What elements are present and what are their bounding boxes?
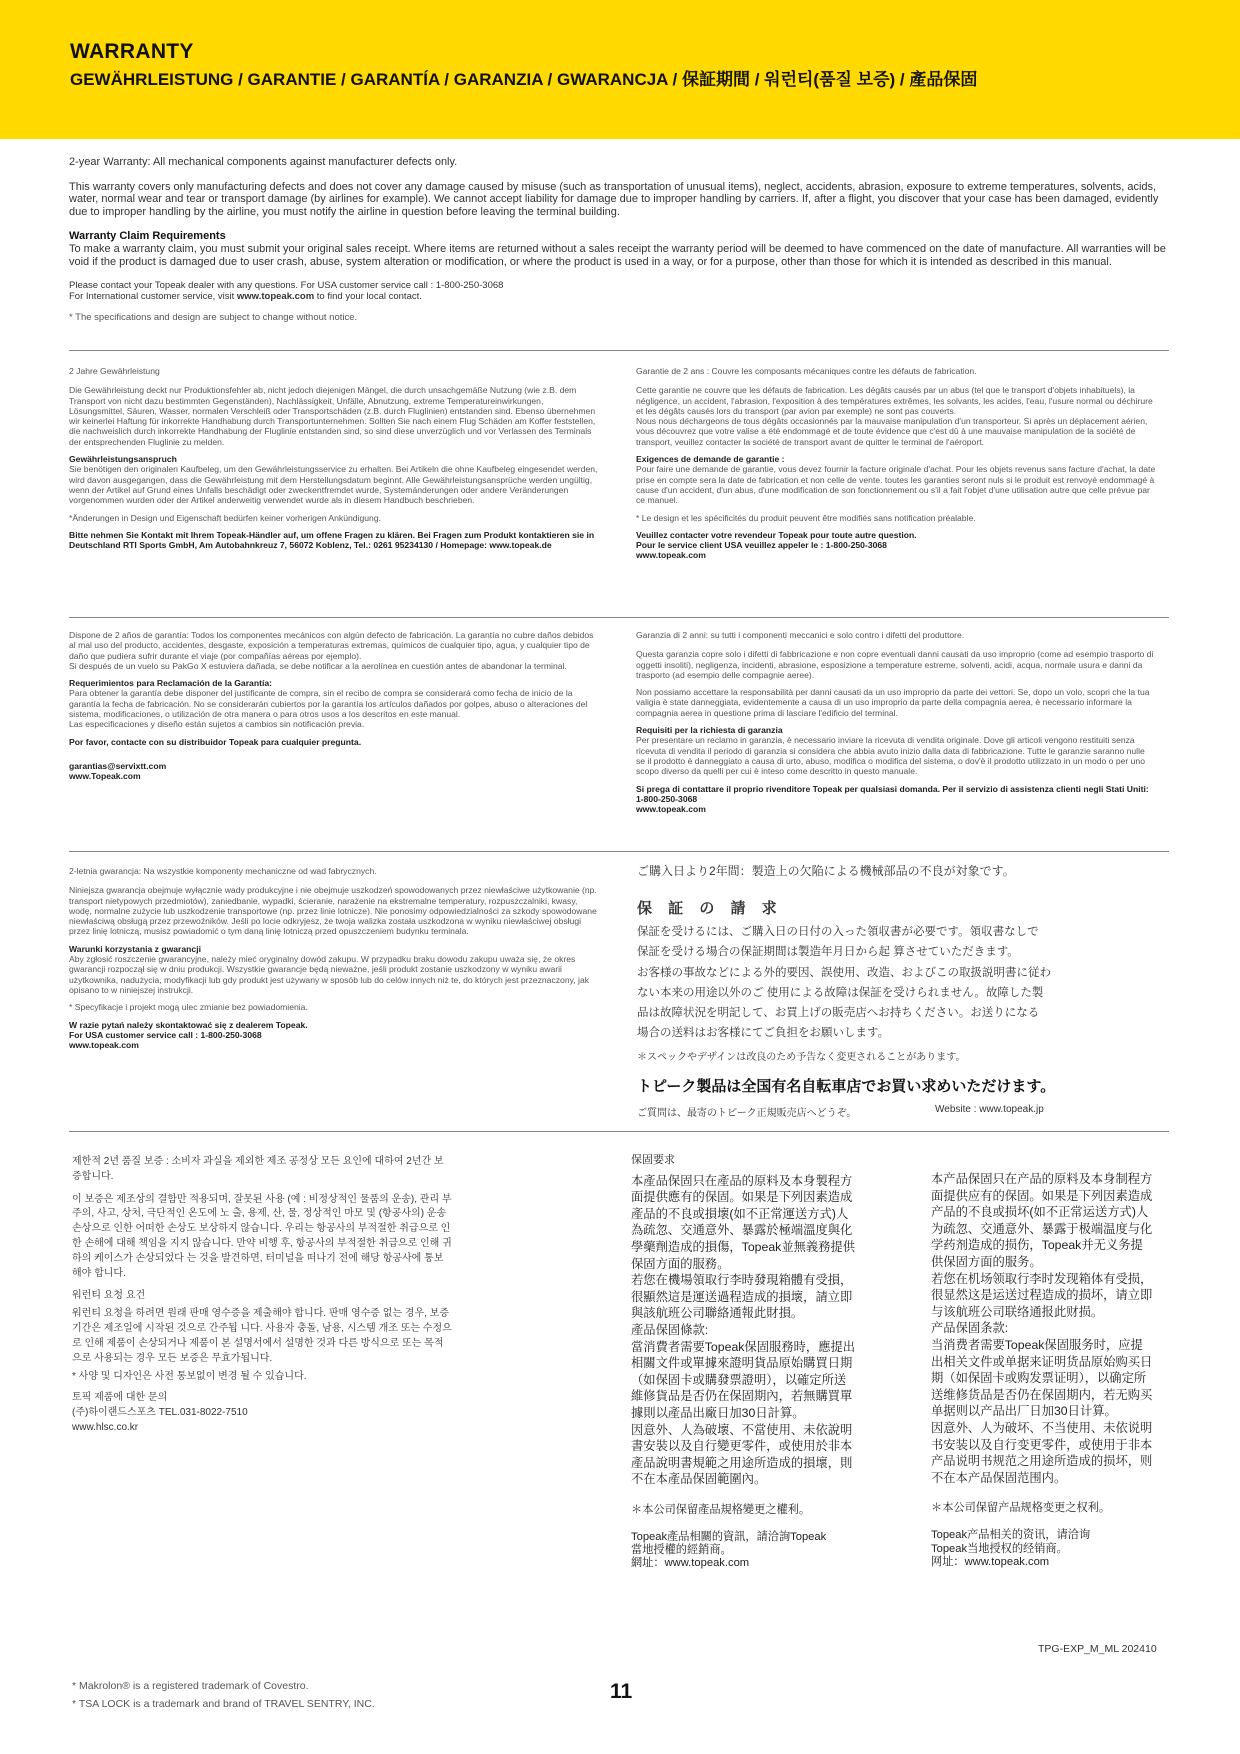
ko-claim-heading: 워런티 요청 요건 (72, 1290, 146, 1302)
it-body: Questa garanzia copre solo i difetti di fabbricazione e non copre eventuali danni causati da uso improprio (come ad esempio trasporto di oggetti insoliti), negligenza, incidenti, abrasione, esposizione a temperature estreme, solventi, acidi, acqua, normale usura e danni da trasporto (ad esempio delle compagnie aeree). (636, 649, 1154, 680)
zh-cn-contact-2: Topeak当地授权的经销商。 (931, 1542, 1068, 1555)
spanish-section (69, 630, 599, 782)
de-note: *Änderungen in Design und Eigenschaft bedürfen keiner vorherigen Ankündigung. (69, 512, 381, 523)
ko-title: 제한적 2년 품질 보증 : 소비자 과실을 제외한 제조 공정상 모든 요인에 대하여 2년간 보증합니다. (72, 1156, 444, 1182)
ko-claim-body: 워런티 요청을 하려면 원래 판매 영수증을 제출해야 합니다. 판매 영수증 없는 경우, 보증 기간은 제조일에 시작된 것으로 간주됩 니다. 사용자 충돌, 남용, 시스템 개조 또는 수정으로 인해 제품이 손상되거나 제품이 본 설명서에서 설명한 것과 다른 방식으로 또는 목적으로 사용되는 경우 모든 보증은 무효가됩니다. (72, 1308, 452, 1364)
en-note: * The specifications and design are subject to change without notice. (69, 312, 358, 324)
pl-claim-body: Aby zgłosić roszczenie gwarancyjne, należy mieć oryginalny dowód zakupu. W przypadku braku dowodu zakupu uważa się, że okres gwarancji rozpoczął się w dniu produkcji. Wszystkie gwarancje będą nieważne, jeśli produkt zostanie uszkodzony w wyniku awarii użytkownika, nadużycia, modyfikacji lub gdy produkt jest używany w sposób lub do celów innych niż te, do których jest przeznaczony, jak opisano to w niniejszej instrukcji. (69, 954, 590, 995)
jp-intro: ご購入日より2年間：製造上の欠陥による機械部品の不良が対象です。 (637, 864, 1015, 878)
trademark-tsa: * TSA LOCK is a trademark and brand of TRAVEL SENTRY, INC. (72, 1698, 375, 1710)
header-banner (0, 0, 1240, 139)
fr-contact: Veuillez contacter votre revendeur Topeak pour toute autre question. Pour le service client USA veuillez appeler le : 1-800-250-3068 www.topeak.com (636, 529, 917, 561)
page-number: 11 (610, 1680, 633, 1703)
fr-claim-heading: Exigences de demande de garantie : (636, 454, 785, 465)
pl-body: Niniejsza gwarancja obejmuje wyłącznie wady produkcyjne i nie obejmuje uszkodzeń spowodowanych przez niewłaściwe użytkowanie (np. transport nietypowych przedmiotów), zaniedbanie, wypadki, ścieranie, narażenie na ekstremalne temperatury, rozpuszczalniki, kwasy, wodę, normalne zużycie lub uszkodzenie transportowe (np. przez linie lotnicze). Nie ponosimy odpowiedzialności za szkody spowodowane niewłaściwą obsługą przez przewoźników. Jeśli po locie odkryjesz, że twoja walizka została uszkodzona w wyniku niewłaściwej obsługi przez linię lotniczą, musisz powiadomić o tym daną linię lotniczą przed opuszczeniem budynku terminala. (69, 885, 597, 937)
korean-section (72, 1155, 452, 1436)
zh-cn-contact-1: Topeak产品相关的资讯，请洽询 (931, 1529, 1091, 1542)
es-claim-heading: Requerimientos para Reclamación de la Garantía: (69, 678, 272, 689)
es-body: Dispone de 2 años de garantía: Todos los componentes mecánicos con algún defecto de fabricación. La garantía no cubre daños debidos al mal uso del producto, accidentes, desgaste, exposición a temperaturas extremas, químicos de cualquier tipo, agua, y cualquier tipo de daño que pudiera sufrir durante el viaje (por compañías aéreas por ejemplo). (69, 630, 594, 661)
page-title: WARRANTY (70, 40, 194, 63)
fr-title: Garantie de 2 ans : Couvre les composants mécaniques contre les défauts de fabrication. (636, 366, 977, 376)
zh-tw-note: ＊本公司保留產品規格變更之權利。 (631, 1503, 811, 1516)
page-subtitle: GEWÄHRLEISTUNG / GARANTIE / GARANTÍA / GARANZIA / GWARANCJA / 保証期間 / 워런티(품질 보증) / 產品保固 (70, 70, 978, 89)
fr-body: Cette garantie ne couvre que les défauts de fabrication. Les dégâts causés par un abus (tel que le transport d'objets inhabituels), la négligence, un accident, l'abrasion, l'exposition à des températures extrêmes, les solvants, les acides, l'eau, l'usure normal ou déchirure et les dégâts causés lors du transport (par avion par exemple) ne sont pas couverts. (636, 385, 1153, 416)
it-body-2: Non possiamo accettare la responsabilità per danni causati da un uso improprio da parte dei vettori. Se, dopo un volo, scopri che la tua valigia è state danneggiata, evidentemente a causa di un uso improprio da parte della compagnia aerea, è necessario informare la compagnia aerea in questione prima di lasciare l'edificio del terminal. (636, 687, 1150, 718)
en-intro: 2-year Warranty: All mechanical components against manufacturer defects only. (69, 156, 458, 168)
es-email[interactable]: garantias@servixtt.com (69, 760, 167, 771)
pl-note: * Specyfikacje i projekt mogą ulec zmianie bez powiadomienia. (69, 1002, 308, 1013)
german-section (69, 366, 599, 550)
jp-contact-row (637, 1104, 1107, 1118)
de-body: Die Gewährleistung deckt nur Produktionsfehler ab, nicht jedoch diejenigen Mängel, die durch unsachgemäße Nutzung (wie z.B. dem Transport von nicht dazu bestimmten Gegenständen), Nachlässigkeit, Unfälle, Abnutzung, extreme Temperatureinwirkungen, Lösungsmittel, Säuren, Wasser, normalen Verschleiß oder Transportschäden (z.B. durch Fluglinien) entstanden sind. Ebenso übernehmen wir keinerlei Haftung für inkorrekte Handhabung durch Transportunternehmen. Sollten Sie nach einem Flug Schäden am Koffer feststellen, die nachweislich durch inkorrekte Handhabung der Fluglinie entstanden sind, so sind diese unverzüglich und vor Verlassen des Terminals der entsprechenden Fluglinie zu melden. (69, 385, 596, 447)
es-contact: Por favor, contacte con su distribuidor Topeak para cualquier pregunta. (69, 736, 362, 747)
ko-body: 이 보증은 제조상의 결함만 적용되며, 잘못된 사용 (예 : 비정상적인 물품의 운송), 관리 부주의, 사고, 상처, 극단적인 온도에 노 출, 용제, 산, 물, 정상적인 마모 및 (항공사의) 운송 손상으로 인한 어떠한 손상도 보상하지 않습니다. 우리는 항공사의 부적절한 취급으로 인한 손해에 대해 책임을 지지 않습니다. 만약 비행 후, 항공사의 부적절한 취급으로 인해 귀하의 케이스가 손상되었다 는 것을 발견하면, 터미널을 떠나기 전에 해당 항공사에 통보해야 합니다. (72, 1193, 452, 1279)
ko-contact-1: 토픽 제품에 대한 문의 (72, 1392, 168, 1404)
jp-body: 保証を受けるには、ご購入日の日付の入った領収書が必要です。領収書なしで 保証を受ける場合の保証期間は製造年月日から起 算させていただきます。 お客様の事故などによる外的要因、誤使用、改造、およびこの取扱説明書に従わ ない本来の用途以外のご 使用による故障は保証を受けられません。故障した製 品は故障状況を明記して、お買上げの販売店へお持ちください。お送りになる 場合の送料はお客様にてご負担をお願いします。 (637, 926, 1051, 1040)
de-claim-body: Sie benötigen den originalen Kaufbeleg, um den Gewährleistungsservice zu erhalten. Bei Artikeln die ohne Kaufbeleg eingesendet werden, wird davon ausgegangen, dass die Gewährleistung mit dem Herstellungsdatum beginnt. Alle Gewährleistungsansprüche werden ungültig, wenn der Artikel auf Grund eines Unfalls beschädigt oder zweckentfremdet wurde, Systemänderungen oder andere Veränderungen vorgenommen wurden oder der Artikel anderweitig verwendet wurde als in diesem Handbuch beschrieben. (69, 464, 598, 506)
en-claim-body: To make a warranty claim, you must submit your original sales receipt. Where items are returned without a sales receipt the warranty period will be deemed to have commenced on the date of manufacture. All warranties will be void if the product is damaged due to user crash, abuse, system alteration or modification, or where the product is used in a way, or for a purpose, other than those for which it is intended as described in this manual. (69, 242, 1166, 268)
ko-note: * 사양 및 디자인은 사전 통보없이 변경 될 수 있습니다. (72, 1371, 307, 1383)
english-section (69, 156, 1169, 323)
it-contact: Si prega di contattare il proprio rivenditore Topeak per qualsiasi domanda. Per il servizio di assistenza clienti negli Stati Uniti: 1-800-250-3068 www.topeak.com (636, 783, 1149, 815)
it-claim-heading: Requisiti per la richiesta di garanzia (636, 725, 783, 736)
de-title: 2 Jahre Gewährleistung (69, 366, 160, 376)
fr-note: * Le design et les spécificités du produit peuvent être modifiés sans notification préalable. (636, 512, 976, 523)
chinese-traditional-section (631, 1152, 891, 1571)
chinese-simplified-section (931, 1171, 1191, 1569)
french-section (636, 366, 1156, 561)
pl-claim-heading: Warunki korzystania z gwarancji (69, 943, 201, 954)
es-web[interactable]: www.Topeak.com (69, 771, 141, 782)
polish-section (69, 866, 599, 1050)
jp-note: ＊スペックやデザインは改良のため予告なく変更されることがあります。 (637, 1051, 966, 1063)
zh-tw-contact-2: 當地授權的經銷商。 (631, 1544, 732, 1557)
document-code: TPG-EXP_M_ML 202410 (1038, 1643, 1157, 1655)
en-claim-heading: Warranty Claim Requirements (69, 230, 226, 243)
zh-cn-contact-3[interactable]: 网址：www.topeak.com (931, 1555, 1050, 1568)
es-claim-body: Para obtener la garantía debe disponer del justificante de compra, sin el recibo de compra se considerará como fecha de inicio de la garantía la fecha de fabricación. No se considerarán cubiertos por la garantía los artículos dañados por golpes, abuso o alteraciones del sistema, modificaciones, o utilización de otra manera o para otros usos a los descritos en este manual. (69, 688, 588, 720)
zh-tw-heading: 保固要求 (631, 1154, 675, 1166)
pl-contact: W razie pytań należy skontaktować się z dealerem Topeak. For USA customer service call : 1-800-250-3068 www.topeak.com (69, 1019, 308, 1051)
de-claim-heading: Gewährleistungsanspruch (69, 454, 177, 465)
divider (69, 350, 1169, 351)
es-note: Las especificaciones y diseño están sujetos a cambios sin notificación previa. (69, 719, 365, 730)
zh-tw-body: 本產品保固只在產品的原料及本身製程方 面提供應有的保固。如果是下列因素造成 產品的不良或損壞(如不正常運送方式)人 為疏忽、交通意外、暴露於極端溫度與化 學藥劑造成的損傷，Topeak並無義務提供 保固方面的服務。 若您在機場領取行李時發現箱體有受損， 很顯然這是運送過程造成的損壞，請立即 與該航班公司聯絡通報此財損。 產品保固條款: 當消費者需要Topeak保固服務時，應提出 相關文件或單據來證明貨品原始購買日期 （如保固卡或購發票證明），以確定所送 維修貨品是否仍在保固期內，若無購買單 據則以產品出廠日加30日計算。 因意外、人為破壞、不當使用、未依說明 書安裝以及自行變更零件，或使用於非本 產品說明書規範之用途所造成的損壞，則 不在本產品保固範圍內。 (631, 1173, 856, 1487)
italian-section (636, 630, 1156, 814)
fr-body-2: Nous nous déchargeons de tous dégâts occasionnés par la mauvaise manipulation d'un transporteur. Si après un déplacement aérien, vous découvrez que votre valise a été endommagé et de toute évidence que c'est dû à une mauvaise manipulation de la société de transport, veuillez contacter la société de transport avant de quitter le terminal de l'aéroport. (636, 416, 1148, 447)
jp-big-notice: トピーク製品は全国有名自転車店でお買い求めいただけます。 (637, 1077, 1056, 1095)
de-contact: Bitte nehmen Sie Kontakt mit Ihrem Topeak-Händler auf, um offene Fragen zu klären. Bei Fragen zum Produkt kontaktieren sie in Deutschland RTI Sports GmbH, Am Autobahnkreuz 7, 56072 Koblenz, Tel.: 0261 95234130 / Homepage: www.topeak.de (69, 529, 595, 551)
jp-heading: 保 証 の 請 求 (637, 900, 783, 917)
it-title: Garanzia di 2 anni: su tutti i componenti meccanici e solo contro i difetti del produttore. (636, 630, 965, 640)
jp-inquiry: ご質問は、最寄のトピーク正規販売店へどうぞ。 (637, 1107, 857, 1119)
trademark-makrolon: * Makrolon® is a registered trademark of Covestro. (72, 1680, 309, 1692)
en-body: This warranty covers only manufacturing defects and does not cover any damage caused by misuse (such as transportation of unusual items), neglect, accidents, abrasion, exposure to extreme temperatures, solvents, acids, water, normal wear and tear or transport damage (by airlines for example). We cannot accept liability for damage due to improper handling by carriers. If, after a flight, you discover that your case has been damaged, evidently due to improper handling by the airline, you must notify the airline in question before leaving the terminal building. (69, 180, 1159, 218)
divider (69, 851, 1169, 852)
japanese-section (637, 862, 1107, 1118)
pl-title: 2-letnia gwarancja: Na wszystkie komponenty mechaniczne od wad fabrycznych. (69, 866, 377, 876)
ko-contact-2: (주)하이랜드스포츠 TEL.031-8022-7510 (72, 1406, 248, 1418)
jp-website[interactable]: Website : www.topeak.jp (935, 1103, 1044, 1115)
fr-claim-body: Pour faire une demande de garantie, vous devez fournir la facture originale d'achat. Pour les objets revenus sans facture d'achat, la date prise en compte sera la date de fabrication et non celle de vente. toutes les garanties seront nuls si le produit est renvoyé endommagé à cause d'un accident, d'un abus, d'une modification de son fonctionnement ou s'il a fait l'objet d'une utilisation autre que celle prévue par ce manuel. (636, 464, 1156, 506)
trademark-notes (72, 1677, 375, 1713)
en-contact-1: Please contact your Topeak dealer with any questions. For USA customer service call : 1-800-250-3068 (69, 280, 504, 292)
zh-cn-body: 本产品保固只在产品的原料及本身制程方 面提供应有的保固。如果是下列因素造成 产品的不良或损坏(如不正常运送方式)人 为疏忽、交通意外、暴露于极端温度与化 学药剂造成的损伤，Topeak并无义务提 供保固方面的服务。 若您在机场领取行李时发现箱体有受损， 很显然这是运送过程造成的损坏，请立即 与该航班公司联络通报此财损。 产品保固条款: 当消费者需要Topeak保固服务时，应提 出相关文件或单据来证明货品原始购买日 期（如保固卡或购发票证明），以确定所 送维修货品是否仍在保固期内，若无购买 单据则以产品出厂日加30日计算。 因意外、人为破坏、不当使用、未依说明 书安装以及自行变更零件，或使用于非本 产品说明书规范之用途所造成的损坏，则 不在本产品保固范围内。 (931, 1172, 1153, 1485)
ko-contact-3[interactable]: www.hlsc.co.kr (72, 1421, 139, 1433)
zh-tw-contact-1: Topeak產品相關的資訊，請洽詢Topeak (631, 1531, 827, 1544)
es-body-2: Si después de un vuelo su PakGo X estuviera dañada, se debe notificar a la aerolínea en cuestión antes de abandonar la terminal. (69, 660, 567, 671)
zh-cn-note: ＊本公司保留产品规格变更之权利。 (931, 1502, 1111, 1515)
en-contact-link[interactable]: www.topeak.com (236, 291, 315, 303)
zh-tw-contact-3[interactable]: 網址：www.topeak.com (631, 1557, 750, 1570)
en-contact-2: For International customer service, visit www.topeak.com to find your local contact. (69, 291, 422, 303)
divider (69, 1131, 1169, 1132)
it-claim-body: Per presentare un reclamo in garanzia, è necessario inviare la ricevuta di vendita originale. Dove gli articoli vengono restituiti senza ricevuta di vendita il periodo di garanzia si considera che abbia avuto inizio dalla data di fabbricazione. Tutte le garanzie saranno nulle se il prodotto è danneggiato a causa di urto, abuso, modifica o modifica del sistema, o dov'è il prodotto utilizzato in un modo o per uno scopo diverso da quelli per cui è inteso come descritto in questo manuale. (636, 735, 1145, 777)
divider (69, 617, 1169, 618)
